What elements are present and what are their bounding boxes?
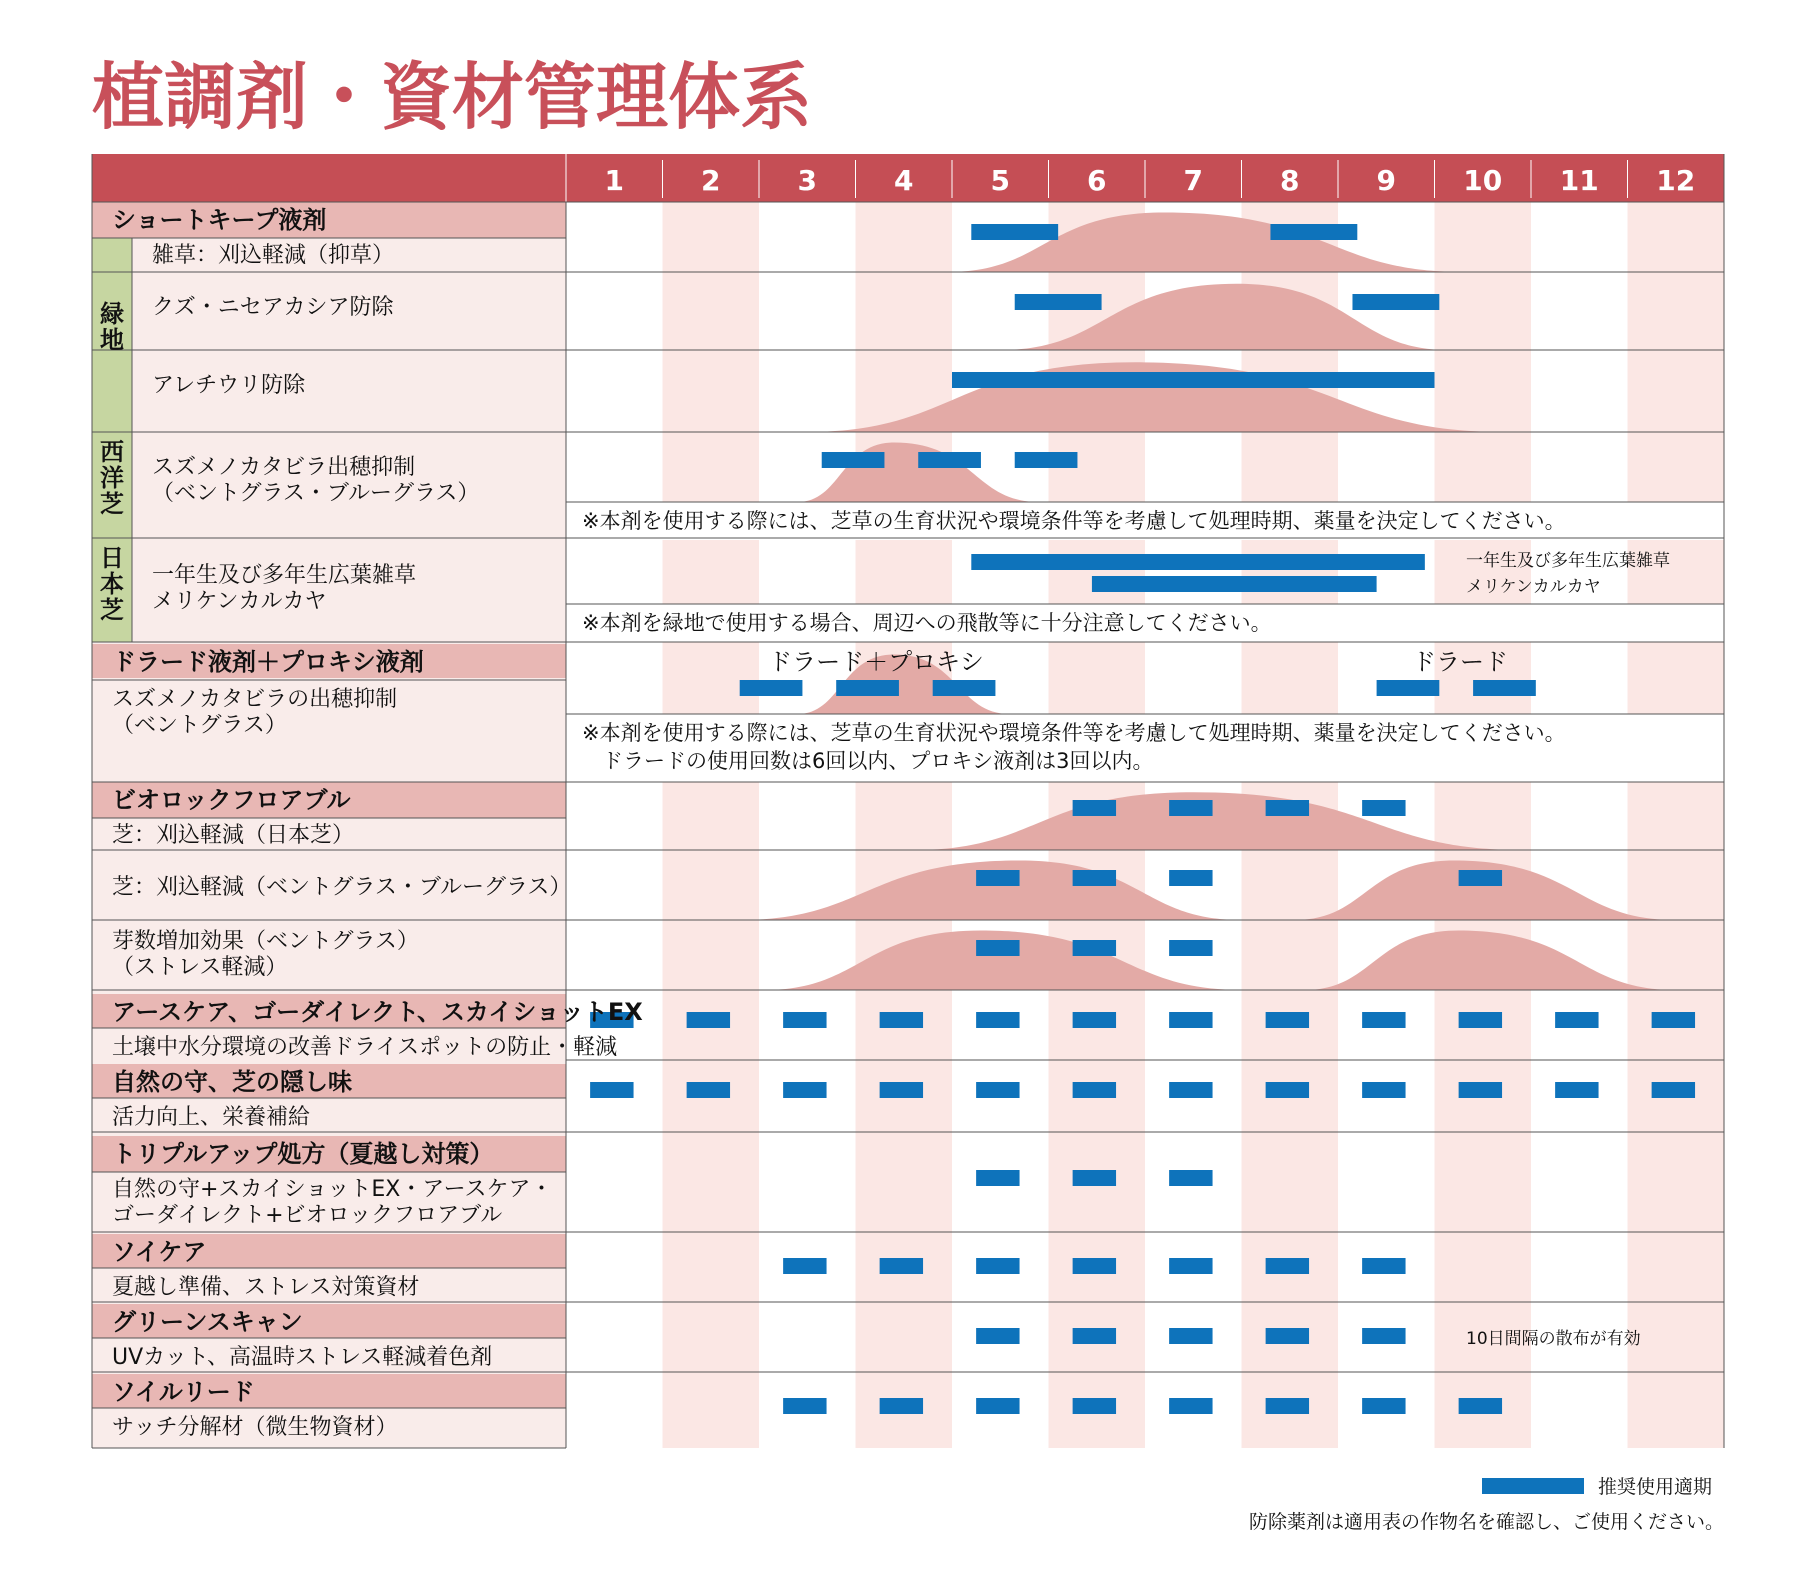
product-label: トリプルアップ処方（夏越し対策）: [112, 1140, 494, 1168]
note-text: ドラードの使用回数は6回以内、プロキシ液剤は3回以内。: [602, 749, 1154, 773]
recommended-bar: [783, 1012, 826, 1028]
region-label-western: 西洋芝: [100, 438, 124, 518]
recommended-bar: [1015, 294, 1102, 310]
recommended-bar: [1362, 800, 1405, 816]
recommended-bar: [1473, 680, 1536, 696]
recommended-bar: [1169, 1082, 1212, 1098]
recommended-bar: [1266, 1258, 1309, 1274]
curve-area: [798, 443, 1039, 503]
recommended-bar: [1169, 1258, 1212, 1274]
recommended-bar: [1362, 1328, 1405, 1344]
recommended-bar: [880, 1258, 923, 1274]
use-label: （ベントグラス）: [112, 713, 287, 738]
recommended-bar: [976, 1082, 1019, 1098]
recommended-bar: [1073, 870, 1116, 886]
recommended-bar: [976, 1170, 1019, 1186]
recommended-bar: [1073, 1398, 1116, 1414]
recommended-bar: [1073, 1258, 1116, 1274]
recommended-bar: [971, 224, 1058, 240]
month-stripe: [1628, 202, 1725, 1448]
recommended-bar: [976, 940, 1019, 956]
month-label: 6: [1087, 164, 1107, 197]
note-text: ※本剤を使用する際には、芝草の生育状況や環境条件等を考慮して処理時期、薬量を決定してください。: [582, 721, 1566, 745]
use-label: 土壌中水分環境の改善ドライスポットの防止・軽減: [112, 1035, 618, 1060]
month-stripe: [663, 202, 760, 1448]
product-label: 自然の守、芝の隠し味: [112, 1068, 352, 1096]
recommended-bar: [1073, 1328, 1116, 1344]
bar-annotation: 10日間隔の散布が有効: [1466, 1329, 1641, 1349]
recommended-bar: [1652, 1082, 1695, 1098]
legend-label: 推奨使用適期: [1598, 1476, 1713, 1498]
use-label: 雑草：刈込軽減（抑草）: [152, 243, 395, 268]
recommended-bar: [1652, 1012, 1695, 1028]
recommended-bar: [687, 1082, 730, 1098]
recommended-bar: [1169, 800, 1212, 816]
curve-area: [1295, 861, 1676, 921]
recommended-bar: [1092, 576, 1377, 592]
recommended-bar: [1073, 1082, 1116, 1098]
month-label: 5: [990, 164, 1010, 197]
recommended-bar: [1362, 1258, 1405, 1274]
month-label: 12: [1656, 164, 1696, 197]
recommended-bar: [783, 1082, 826, 1098]
curve-area: [947, 213, 1463, 273]
use-label: スズメノカタビラの出穂抑制: [112, 687, 398, 712]
recommended-bar: [822, 452, 885, 468]
recommended-bar: [880, 1012, 923, 1028]
curve-area: [740, 861, 1242, 921]
use-label: 一年生及び多年生広葉雑草: [152, 563, 417, 588]
recommended-bar: [1073, 1012, 1116, 1028]
use-label: 活力向上、栄養補給: [112, 1105, 311, 1130]
use-label: 芝：刈込軽減（ベントグラス・ブルーグラス）: [112, 875, 572, 900]
recommended-bar: [976, 870, 1019, 886]
bar-annotation: 一年生及び多年生広葉雑草: [1466, 551, 1670, 571]
recommended-bar: [933, 680, 996, 696]
note-text: ※本剤を緑地で使用する場合、周辺への飛散等に十分注意してください。: [582, 611, 1272, 635]
use-label: メリケンカルカヤ: [152, 589, 327, 614]
recommended-bar: [1459, 1082, 1502, 1098]
month-label: 10: [1463, 164, 1503, 197]
recommended-bar: [1362, 1082, 1405, 1098]
use-label: 夏越し準備、ストレス対策資材: [112, 1275, 420, 1300]
recommended-bar: [952, 372, 1435, 388]
curve-area: [913, 792, 1521, 850]
use-label: 芝：刈込軽減（日本芝）: [112, 823, 355, 848]
recommended-bar: [1352, 294, 1439, 310]
recommended-bar: [740, 680, 803, 696]
recommended-bar: [1073, 940, 1116, 956]
recommended-bar: [1073, 1170, 1116, 1186]
recommended-bar: [1555, 1012, 1598, 1028]
recommended-bar: [880, 1398, 923, 1414]
recommended-bar: [1266, 800, 1309, 816]
product-label: アースケア、ゴーダイレクト、スカイショットEX: [112, 998, 643, 1026]
month-label: 8: [1280, 164, 1300, 197]
recommended-bar: [1015, 452, 1078, 468]
legend-bar-swatch: [1482, 1478, 1584, 1494]
recommended-bar: [971, 554, 1425, 570]
recommended-bar: [1169, 1328, 1212, 1344]
recommended-bar: [1270, 224, 1357, 240]
recommended-bar: [1377, 680, 1440, 696]
use-label: （ベントグラス・ブルーグラス）: [152, 481, 480, 506]
use-label: 自然の守+スカイショットEX・アースケア・: [112, 1177, 553, 1202]
recommended-bar: [976, 1328, 1019, 1344]
recommended-bar: [1169, 940, 1212, 956]
recommended-bar: [976, 1258, 1019, 1274]
bar-annotation: ドラード＋プロキシ: [768, 648, 984, 676]
month-label: 2: [701, 164, 721, 197]
product-label: ビオロックフロアブル: [112, 786, 351, 814]
product-label: ソイルリード: [112, 1378, 255, 1406]
recommended-bar: [1555, 1082, 1598, 1098]
recommended-bar: [1169, 1012, 1212, 1028]
use-label: 芽数増加効果（ベントグラス）: [112, 929, 419, 954]
curve-area: [764, 931, 1242, 991]
recommended-bar: [918, 452, 981, 468]
use-label: スズメノカタビラ出穂抑制: [152, 455, 416, 480]
product-label: グリーンスキャン: [112, 1308, 303, 1336]
bar-annotation: メリケンカルカヤ: [1466, 577, 1601, 597]
month-label: 11: [1559, 164, 1599, 197]
recommended-bar: [1362, 1012, 1405, 1028]
use-label: ゴーダイレクト+ビオロックフロアブル: [112, 1203, 503, 1228]
use-label: クズ・ニセアカシア防除: [152, 295, 394, 320]
recommended-bar: [836, 680, 899, 696]
use-label: サッチ分解材（微生物資材）: [112, 1415, 398, 1440]
page-title: 植調剤・資材管理体系: [92, 55, 813, 139]
month-stripe: [1435, 202, 1532, 1448]
recommended-bar: [590, 1082, 633, 1098]
curve-area: [1304, 931, 1676, 991]
month-label: 7: [1183, 164, 1203, 197]
month-label: 4: [894, 164, 914, 197]
product-label: ドラード液剤＋プロキシ液剤: [112, 648, 424, 676]
region-label-green: 緑地: [100, 300, 124, 354]
recommended-bar: [976, 1012, 1019, 1028]
recommended-bar: [1266, 1328, 1309, 1344]
recommended-bar: [1169, 870, 1212, 886]
recommended-bar: [1459, 1398, 1502, 1414]
product-label: ショートキープ液剤: [112, 206, 327, 234]
month-label: 1: [604, 164, 624, 197]
recommended-bar: [1362, 1398, 1405, 1414]
use-label: アレチウリ防除: [152, 373, 306, 398]
month-label: 3: [797, 164, 817, 197]
recommended-bar: [783, 1258, 826, 1274]
note-text: ※本剤を使用する際には、芝草の生育状況や環境条件等を考慮して処理時期、薬量を決定してください。: [582, 509, 1566, 533]
recommended-bar: [1073, 800, 1116, 816]
product-label: ソイケア: [112, 1238, 207, 1266]
recommended-bar: [687, 1012, 730, 1028]
recommended-bar: [1266, 1082, 1309, 1098]
recommended-bar: [1169, 1398, 1212, 1414]
footnote: 防除薬剤は適用表の作物名を確認し、ご使用ください。: [1248, 1511, 1724, 1533]
recommended-bar: [1266, 1398, 1309, 1414]
recommended-bar: [1459, 1012, 1502, 1028]
region-label-japanese: 日本芝: [100, 544, 124, 624]
use-label: （ストレス軽減）: [112, 955, 288, 980]
use-label: UVカット、高温時ストレス軽減着色剤: [112, 1345, 493, 1370]
bar-annotation: ドラード: [1412, 648, 1508, 676]
recommended-bar: [1169, 1170, 1212, 1186]
recommended-bar: [1266, 1012, 1309, 1028]
recommended-bar: [1459, 870, 1502, 886]
recommended-bar: [783, 1398, 826, 1414]
recommended-bar: [976, 1398, 1019, 1414]
recommended-bar: [880, 1082, 923, 1098]
month-label: 9: [1376, 164, 1396, 197]
